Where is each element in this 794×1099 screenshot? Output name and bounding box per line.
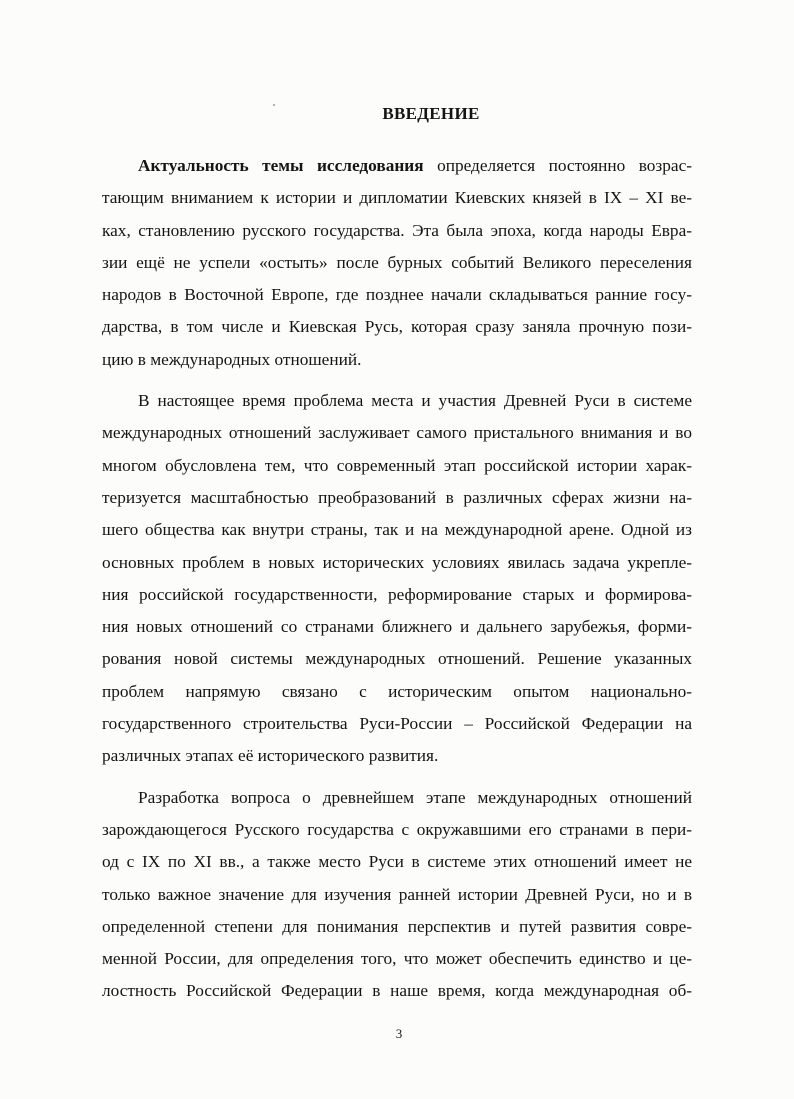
page-number: 3 — [395, 1026, 403, 1041]
paragraph-1-line-2: тающим вниманием к истории и дипломатии Киевских князей в IX – XI ве- — [102, 188, 692, 208]
paragraph-1-line-1: Актуальность темы исследования определяется постоянно возрас- — [138, 156, 692, 175]
paragraph-2-line-9: рования новой системы международных отношений. Решение указанных — [102, 649, 692, 669]
paragraph-1-lead: Актуальность темы исследования — [138, 156, 424, 175]
paragraph-3-line-5: определенной степени для понимания перспектив и путей развития совре- — [102, 916, 692, 936]
body-text — [102, 150, 692, 1008]
paragraph-3-line-2: зарождающегося Русского государства с окружавшими его странами в пери- — [102, 819, 692, 839]
paragraph-1-line-4: зии ещё не успели «остыть» после бурных событий Великого переселения — [102, 252, 692, 272]
paragraph-3-line-1: Разработка вопроса о древнейшем этапе международных отношений — [138, 787, 692, 807]
paragraph-2-line-1: В настоящее время проблема места и участия Древней Руси в системе — [138, 391, 692, 411]
paragraph-2-line-5: шего общества как внутри страны, так и на международной арене. Одной из — [102, 520, 692, 540]
paragraph-1-line-5: народов в Восточной Европе, где позднее начали складываться ранние госу- — [102, 285, 692, 305]
paragraph-2-line-11: государственного строительства Руси-России – Российской Федерации на — [102, 714, 692, 734]
paragraph-2-line-8: ния новых отношений со странами ближнего и дальнего зарубежья, форми- — [102, 617, 692, 637]
paragraph-3-line-6: менной России, для определения того, что может обеспечить единство и це- — [102, 949, 692, 969]
paragraph-1-line-7: цию в международных отношений. — [102, 349, 362, 369]
paragraph-3-line-7: лостность Российской Федерации в наше время, когда международная об- — [102, 981, 692, 1001]
paragraph-3-line-4: только важное значение для изучения ранней истории Древней Руси, но и в — [102, 884, 692, 904]
paragraph-1-line-6: дарства, в том числе и Киевская Русь, которая сразу заняла прочную пози- — [102, 317, 692, 337]
paragraph-2-line-6: основных проблем в новых исторических условиях явилась задача укрепле- — [102, 552, 692, 572]
section-title: ВВЕДЕНИЕ — [382, 104, 480, 123]
paragraph-2-line-2: международных отношений заслуживает самого пристального внимания и во — [102, 423, 692, 443]
paragraph-2-line-3: многом обусловлена тем, что современный этап российской истории харак- — [102, 455, 692, 475]
paragraph-2-line-4: теризуется масштабностью преобразований в различных сферах жизни на- — [102, 487, 692, 507]
paragraph-3-line-3: од с IX по XI вв., а также место Руси в системе этих отношений имеет не — [102, 852, 692, 872]
paragraph-2-line-12: различных этапах её исторического развития. — [102, 746, 439, 766]
paragraph-2-line-7: ния российской государственности, реформирование старых и формирова- — [102, 584, 692, 604]
paragraph-1-line-3: ках, становлению русского государства. Эта была эпоха, когда народы Евра- — [102, 220, 692, 240]
paragraph-2-line-10: проблем напрямую связано с историческим опытом национально- — [102, 681, 692, 701]
